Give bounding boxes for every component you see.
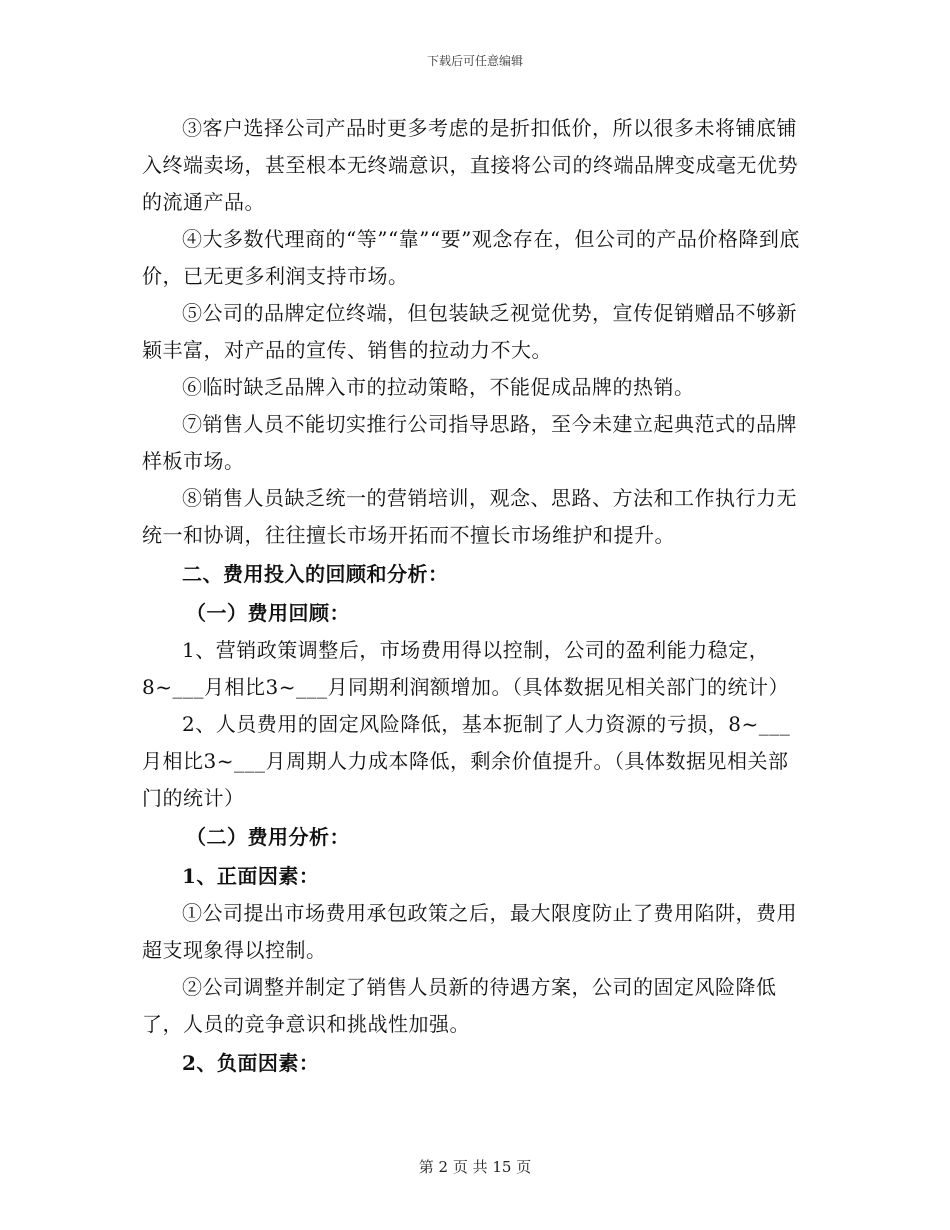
document-body (142, 110, 806, 1082)
section-heading-cost-review: 二、费用投入的回顾和分析： (182, 562, 449, 586)
subsection-heading-cost-review: （一）费用回顾： (186, 601, 350, 625)
paragraph-item-5: ⑤公司的品牌定位终端，但包装缺乏视觉优势，宣传促销赠品不够新颖丰富，对产品的宣传、销售的拉动力不大。 (142, 301, 797, 362)
paragraph-item-4: ④大多数代理商的“等”“靠”“要”观念存在，但公司的产品价格降到底价，已无更多利润支持市场。 (142, 227, 800, 288)
subsection-heading-cost-analysis: （二）费用分析： (186, 825, 350, 849)
heading-positive-factors: 1、正面因素： (182, 864, 320, 888)
page-number: 第 2 页 共 15 页 (418, 1158, 532, 1176)
paragraph-positive-2: ②公司调整并制定了销售人员新的待遇方案，公司的固定风险降低了，人员的竞争意识和挑战性加强。 (142, 975, 777, 1036)
paragraph-item-7: ⑦销售人员不能切实推行公司指导思路，至今未建立起典范式的品牌样板市场。 (142, 412, 797, 473)
paragraph-item-8: ⑧销售人员缺乏统一的营销培训，观念、思路、方法和工作执行力无统一和协调，往往擅长市场开拓而不擅长市场维护和提升。 (142, 486, 797, 547)
paragraph-positive-1: ①公司提出市场费用承包政策之后，最大限度防止了费用陷阱，费用超支现象得以控制。 (142, 901, 797, 962)
paragraph-cost-review-2: 2、人员费用的固定风险降低，基本扼制了人力资源的亏损，8~___月相比3~___月周期人力成本降低，剩余价值提升。（具体数据见相关部门的统计） (142, 712, 791, 810)
paragraph-item-6: ⑥临时缺乏品牌入市的拉动策略，不能促成品牌的热销。 (182, 375, 695, 399)
page-header-note: 下载后可任意编辑 (426, 54, 523, 68)
paragraph-cost-review-1: 1、营销政策调整后，市场费用得以控制，公司的盈利能力稳定，8~___月相比3~___月同期利润额增加。（具体数据见相关部门的统计） (142, 638, 789, 699)
paragraph-item-3: ③客户选择公司产品时更多考虑的是折扣低价，所以很多未将铺底铺入终端卖场，甚至根本无终端意识，直接将公司的终端品牌变成毫无优势的流通产品。 (142, 116, 798, 214)
heading-negative-factors: 2、负面因素： (182, 1051, 320, 1075)
